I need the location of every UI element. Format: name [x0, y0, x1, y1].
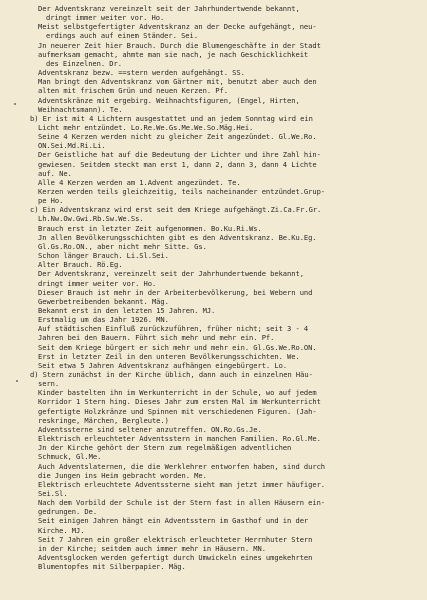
text-line: Schmuck, Gl.Me.	[38, 452, 102, 462]
text-line: Erstmalig um das Jahr 1926. MN.	[38, 315, 169, 325]
text-line: Jn allen Bevölkerungsschichten gibt es den Adventskranz. Be.Ku.Eg.	[38, 232, 317, 242]
text-line: erdings auch auf einem Ständer. Sei.	[46, 31, 198, 41]
text-line: gefertigte Holzkränze und Spinnen mit verschiedenen Figuren. (Jah-	[38, 406, 317, 416]
punch-mark	[14, 103, 16, 105]
text-line: Erst in letzter Zeil in den unteren Bevölkerungsschichten. We.	[38, 351, 300, 361]
text-line: reskringe, Märchen, Bergleute.)	[38, 415, 169, 425]
text-line: Nach dem Vorbild der Schule ist der Stern fast in allen Häusern ein-	[38, 498, 326, 508]
text-line: in der Kirche; seitdem auch immer mehr in Häusern. MN.	[38, 543, 266, 553]
text-line: die Jungen ins Heim gebracht worden. Me.	[38, 470, 207, 480]
text-line: Brauch erst in letzter Zeit aufgenommen. Bo.Ku.Ri.Ws.	[38, 223, 262, 233]
text-line: Weihnachtsmann). Te.	[38, 104, 123, 114]
text-line: des Einzelnen. Dr.	[46, 58, 122, 68]
text-line: Sei.Sl.	[38, 488, 68, 498]
text-line: Elektrisch erleuchteter Adventsstern in manchen Familien. Ro.Gl.Me.	[38, 434, 321, 444]
text-line: c) Ein Adventskranz wird erst seit dem Kriege aufgehängt.Zi.Ca.Fr.Gr.	[30, 205, 322, 215]
text-line: Dieser Brauch ist mehr in der Arbeiterbevölkerung, bei Webern und	[38, 287, 313, 297]
text-line: Alter Brauch. Rö.Eg.	[38, 260, 123, 270]
text-line: Kirche. MJ.	[38, 525, 85, 535]
text-line: ON.Sei.Md.Ri.Li.	[38, 141, 106, 151]
text-line: Kinder bastelten ihn im Werkunterricht in der Schule, wo auf jedem	[38, 388, 317, 398]
text-line: sern.	[38, 379, 60, 389]
text-line: Licht mehr entzündet. Lo.Re.We.Gs.Me.We.So.Mäg.Hei.	[38, 122, 254, 132]
text-line: Seit einigen Jahren hängt ein Adventsstern im Gasthof und in der	[38, 516, 309, 526]
text-line: auf. Ne.	[38, 168, 72, 178]
text-line: Der Adventskranz, vereinzelt seit der Jahrhundertwende bekannt,	[38, 269, 304, 279]
text-line: gedrungen. De.	[38, 507, 98, 517]
text-line: Meist selbstgefertigter Adventskranz an der Decke aufgehängt, neu-	[38, 22, 317, 32]
text-line: Auf städtischen Einfluß zurückzuführen, früher nicht; seit 3 - 4	[38, 324, 309, 334]
punch-mark	[16, 380, 18, 382]
text-line: Seit etwa 5 Jahren Adventskranz aufhängen eingebürgert. Lo.	[38, 360, 288, 370]
text-line: Kerzen werden teils gleichzeitig, teils nacheinander entzündet.Grup-	[38, 187, 326, 196]
text-line: Auch Adventslaternen, die die Werklehrer entworfen haben, sind durch	[38, 461, 326, 471]
text-line: Der Adventskranz vereinzelt seit der Jahrhundertwende bekannt,	[38, 4, 300, 13]
text-line: aufmerksam gemacht, ahmte man sie nach, je nach Geschicklichkeit	[38, 49, 309, 59]
text-line: Gewerbetreibenden bekannt. Mäg.	[38, 296, 169, 306]
text-line: b) Er ist mit 4 Lichtern ausgestattet und an jedem Sonntag wird ein	[30, 113, 313, 123]
text-line: Seit dem Kriege bürgert er sich mehr und mehr ein. Gl.Gs.We.Ro.ON.	[38, 342, 317, 352]
text-line: Schon länger Brauch. Li.Sl.Sei.	[38, 251, 169, 261]
text-line: Elektrisch erleuchtete Adventssterne sieht man jetzt immer häufiger.	[38, 479, 326, 489]
text-line: Jn neuerer Zeit hier Brauch. Durch die Blumengeschäfte in der Stadt	[38, 40, 321, 50]
text-line: Adventskranz bezw. ==stern werden aufgehängt. SS.	[38, 68, 245, 78]
text-line: Jn der Kirche gehört der Stern zum regelmäßigen adventlichen	[38, 443, 292, 453]
text-line: dringt immer weiter vor. Ho.	[38, 278, 157, 288]
text-line: Seine 4 Kerzen werden nicht zu gleicher Zeit angezündet. Gl.We.Ro.	[38, 132, 317, 142]
text-line: pe Ho.	[38, 196, 64, 206]
text-line: Adventskränze mit ergebirg. Weihnachtsfiguren, (Engel, Hirten,	[38, 95, 300, 105]
text-line: Alle 4 Kerzen werden am 1.Advent angezündet. Te.	[38, 177, 241, 187]
text-line: Jahren bei den Bauern. Führt sich mehr und mehr ein. Pf.	[38, 333, 275, 343]
text-line: Korridor 1 Stern hing. Dieses Jahr zum ersten Mal im Werkunterricht	[38, 397, 321, 407]
text-line: gewiesen. Seitdem steckt man erst 1, dann 2, dann 3, dann 4 Lichte	[38, 159, 317, 169]
text-line: Der Geistliche hat auf die Bedeutung der Lichter und ihre Zahl hin-	[38, 150, 321, 160]
text-line: Lh.Nw.Ow.Gwi.Rb.Sw.We.Ss.	[38, 214, 144, 224]
text-line: Blumentopfes mit Silberpapier. Mäg.	[38, 562, 186, 572]
text-line: alten mit frischem Grün und neuen Kerzen. Pf.	[38, 86, 228, 96]
text-line: dringt immer weiter vor. Ho.	[46, 13, 165, 23]
text-line: Man bringt den Adventskranz vom Gärtner mit, benutzt aber auch den	[38, 77, 317, 87]
text-line: Gl.Gs.Ro.ON., aber nicht mehr Sitte. Gs.	[38, 241, 207, 251]
text-line: Adventssterne sind seltener anzutreffen. ON.Ro.Gs.Je.	[38, 424, 262, 434]
text-line: Adventsglocken werden gefertigt durch Umwickeln eines umgekehrten	[38, 553, 313, 562]
text-line: Bekannt erst in den letzten 15 Jahren. MJ.	[38, 305, 216, 315]
text-line: d) Stern zunächst in der Kirche üblich, dann auch in einzelnen Häu-	[30, 370, 313, 379]
text-line: Seit 7 Jahren ein großer elektrisch erleuchteter Herrnhuter Stern	[38, 534, 313, 544]
